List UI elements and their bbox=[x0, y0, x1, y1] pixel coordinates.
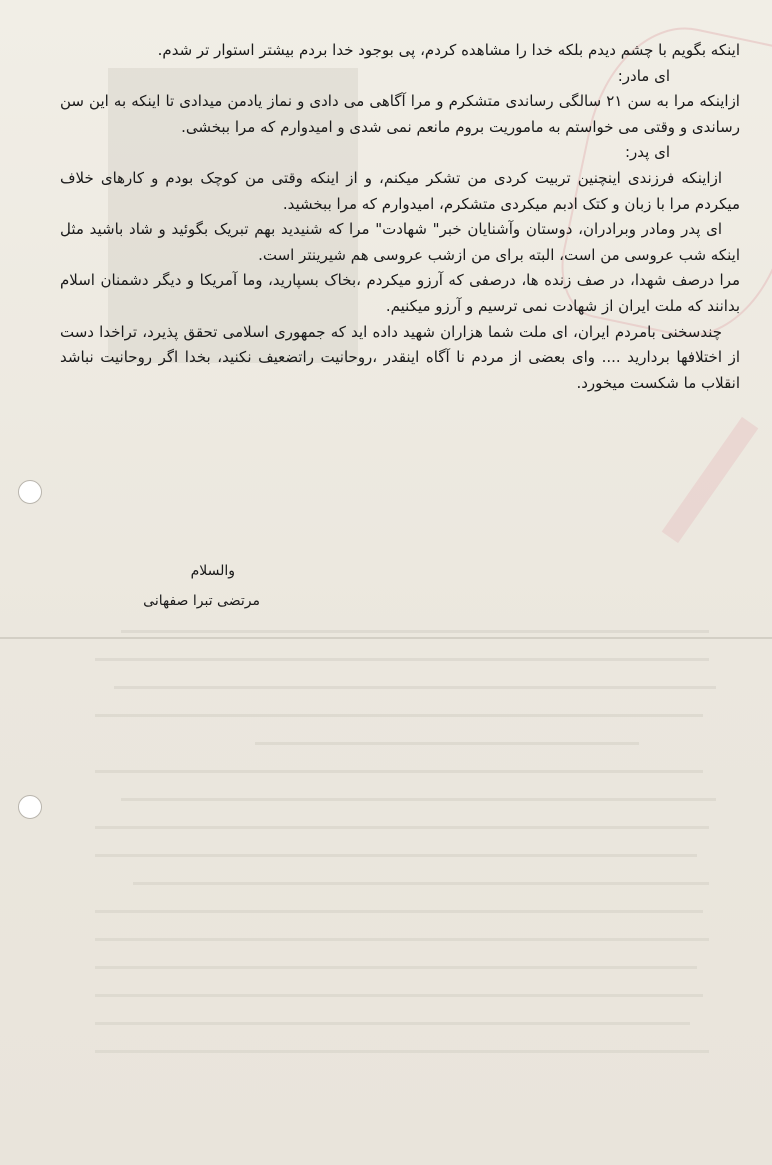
punch-hole bbox=[18, 480, 42, 504]
signature-block bbox=[80, 563, 260, 623]
punch-hole bbox=[18, 795, 42, 819]
paper-fold-line bbox=[0, 637, 772, 639]
signature-name: مرتضی تبرا صفهانی bbox=[143, 593, 260, 609]
father-heading: ای پدر: bbox=[624, 143, 670, 162]
mother-heading: ای مادر: bbox=[617, 66, 670, 85]
reverse-text-show-through bbox=[95, 630, 735, 1078]
letter-paragraph: ازاینکه فرزندی اینچنین تربیت کردی من تشکر میکنم، و از اینکه وقتی من کوچک بودم و کارهای خلاف میکردم مرا با زبان و کتک ادبم میکردی متشکرم، امیدوارم که مرا ببخشید. bbox=[60, 168, 740, 213]
closing-text: والسلام bbox=[190, 563, 235, 579]
emblem-stroke-show-through bbox=[662, 417, 759, 543]
letter-paragraph: ای پدر ومادر وبرادران، دوستان وآشنایان خبر" شهادت" مرا که شنیدید بهم تبریک بگوئید و شاد باشید مثل اینکه شب عروسی من است، البته برای من ازشب عروسی هم شیرینتر است. bbox=[60, 220, 740, 264]
letter-paragraph: اینکه بگویم با چشم دیدم بلکه خدا را مشاهده کردم، پی بوجود خدا بردم بیشتر استوار تر شدم. bbox=[157, 41, 740, 59]
letter-paragraph: چندسخنی بامردم ایران، ای ملت شما هزاران شهید داده اید که جمهوری اسلامی تحقق پذیرد، تراخدا دست از اختلافها بردارید .... وای بعضی از مردم نا آگاه اینقدر ،روحانیت راتضعیف نکنید، بخدا اگر روحانیت نباشد انقلاب ما شکست میخورد. bbox=[60, 322, 740, 392]
letter-paragraph: ازاینکه مرا به سن ۲۱ سالگی رساندی متشکرم و مرا آگاهی می دادی و نماز یادمن میدادی تا اینکه به این سن رساندی و وقتی می خواستم به ماموریت بروم مانعم نمی شدی و امیدوارم که مرا ببخشی. bbox=[60, 92, 740, 136]
letter-paragraph: مرا درصف شهدا، در صف زنده ها، درصفی که آرزو میکردم ،بخاک بسپارید، وما آمریکا و دیگر دشمنان اسلام بدانند که ملت ایران از شهادت نمی ترسیم و آرزو میکنیم. bbox=[60, 271, 740, 315]
letter-body bbox=[60, 38, 740, 396]
